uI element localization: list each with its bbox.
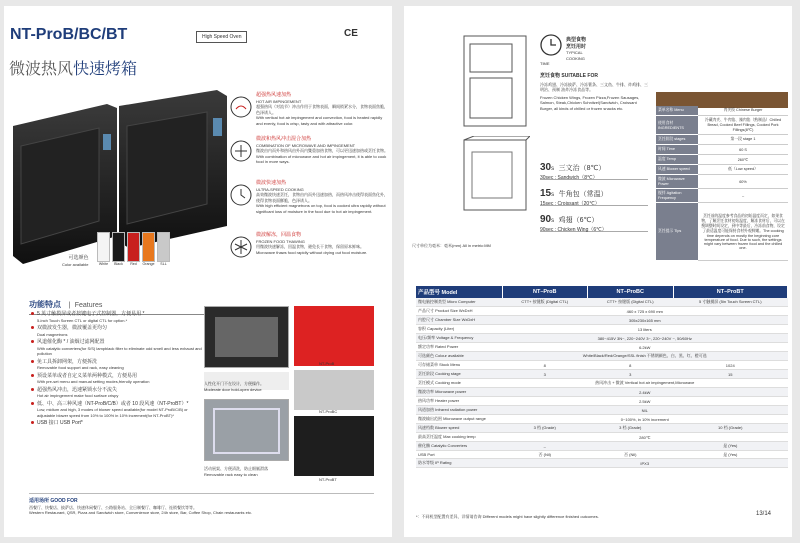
spec-value: 15 xyxy=(673,370,788,379)
menu-row xyxy=(656,106,788,116)
spec-key: 可存储菜单 Stock Menu xyxy=(416,361,502,370)
side-feature-desc-cn: 用微波快速解冻，回温食物，避免长干食物，保留原本鲜味。 xyxy=(256,244,364,249)
feature-cn: 风道催化酶 * / 油烟过滤网配置 xyxy=(37,339,105,345)
side-feature xyxy=(230,92,388,136)
spec-row xyxy=(416,406,788,415)
footnote: *：不同机型配置有差异，详情请咨询 Different models might have slightly difference finished outcomes. xyxy=(416,514,599,519)
menu-row xyxy=(656,189,788,203)
menu-row xyxy=(656,175,788,189)
feature-item xyxy=(31,387,203,399)
spec-key: 烹饪模式 Cooking mode xyxy=(416,379,502,388)
feature-cn: USB 接口 USB Port* xyxy=(37,420,83,426)
spec-key: 风速档数 Blower speed xyxy=(416,424,502,433)
spec-row xyxy=(416,459,788,468)
menu-key: 风速 Blower speed xyxy=(656,165,698,175)
menu-row xyxy=(656,165,788,175)
spec-value: 2.4kW xyxy=(502,388,788,397)
side-feature xyxy=(230,232,388,272)
menu-key: 时间 Time xyxy=(656,145,698,155)
category-label: High Speed Oven xyxy=(196,31,247,43)
model-tag-bc: NT-ProBC xyxy=(319,409,338,414)
spec-key: 微波功率 Microwave power xyxy=(416,388,502,397)
side-feature-desc-en: Microwave thaws food rapidly without drying out food moisture. xyxy=(256,249,368,255)
caption-door-en: Moderate door hold-open device xyxy=(204,386,262,392)
spec-key: 防水等级 IP Rating xyxy=(416,459,502,468)
feature-cn: 免工具拆卸网架，方便拆洗 xyxy=(37,358,98,365)
time-food-cn: 牛角包（常温） xyxy=(558,191,608,198)
spec-value: 305x230x165 mm xyxy=(502,316,788,325)
menu-table xyxy=(656,106,788,261)
feature-en: With pre-set menu and manual setting modes,friendly operation xyxy=(37,379,150,384)
menu-value: 260℃ xyxy=(698,155,788,165)
caption-rack xyxy=(204,466,268,477)
time-food-en: 90sec : Chicken Wing（6℃） xyxy=(540,227,607,233)
spec-value: 8 xyxy=(588,361,674,370)
feature-en: Hot air impingement make food surface crispy xyxy=(37,393,119,398)
spec-value: 3 xyxy=(588,370,674,379)
spec-row xyxy=(416,451,788,459)
spec-value: 3 档 (Grade) xyxy=(588,424,674,433)
usage-cn: 西餐厅、快餐店、披萨店、快速休闲餐厅、公路服务站、全日制餐厅、咖啡厅、连锁餐饮等等。 xyxy=(29,504,197,510)
swatch-label: Black xyxy=(114,262,123,266)
spec-value: 1024 xyxy=(673,361,788,370)
time-number: 30 xyxy=(540,162,552,173)
right-page xyxy=(404,6,792,537)
spec-table xyxy=(416,286,788,468)
spec-value: 8 xyxy=(502,361,588,370)
spec-key: 最高烹饪温度 Max cooking temp xyxy=(416,433,502,442)
cooking-time-item xyxy=(540,206,648,232)
menu-value: 冷藏肉夹、牛肉馅、辣肉馅（熟制品）Chilled Bread, Cooked Beef Fillings, Cooked Pork Fillings(8℃) xyxy=(698,116,788,135)
color-label-cn: 可选颜色 xyxy=(68,255,89,261)
menu-key: 温度 Temp xyxy=(656,155,698,165)
side-feature-en: ULTRA-SPEED COOKING xyxy=(256,186,304,192)
color-label-en: Color available xyxy=(62,261,89,267)
red-oven-photo xyxy=(294,306,374,366)
spec-header-cell: 产品型号 Model xyxy=(416,286,502,298)
feature-cn: 低、中、高三种风速（NT-ProB/C/B）或者 10 段风速（NT-ProBT）* xyxy=(37,400,189,407)
spec-value: 10 档 (Grade) xyxy=(673,424,788,433)
swatch-label: SLL xyxy=(160,262,167,266)
menu-key: 使用食材 INGREDIENTS xyxy=(656,116,698,135)
menu-value: 烹饪前的温度参考食品的初始温度而定，如果食物，了解烹饪食材初始温度，解冻食材后，可以在搜调整时间设定，到中等最后，冷冻前食物，设定了最适温度可能保持食材外观鲜嫩。The cooking time depends on mostly the beginning core temperature of food. Due to such, the settings might vary between frozen food and the chilled one. xyxy=(698,203,788,261)
caption-rack-en: Removable rack easy to clean xyxy=(204,471,258,477)
side-feature-desc-en: With vertical hot air impingement and convection, food is heated rapidly and evenly, food is crisp, tasty and with attractive color. xyxy=(256,115,383,126)
spec-row xyxy=(416,442,788,451)
spec-key: 烹饪阶段 Cooking stage xyxy=(416,370,502,379)
spec-row xyxy=(416,433,788,442)
typical-en: TYPICAL COOKING TIME xyxy=(540,50,585,66)
feature-cn: 预设菜单或者自定义菜单两种模式，方便易用 xyxy=(37,372,138,379)
caption-door-cn: 人性化开门不在设计，方便操作。 xyxy=(204,381,264,386)
menu-key: 搅拌 Agitation Frequency xyxy=(656,189,698,203)
color-swatch xyxy=(142,232,155,266)
cooking-time-item xyxy=(540,154,648,180)
usage-en: Western Restaurant, QSR, Pizza and Sandwich store, Convenience store, 24h store, Bar, Coffee Shop, Chain restaurants etc. xyxy=(29,510,253,515)
spec-row xyxy=(416,352,788,361)
feature-item xyxy=(31,401,203,419)
menu-value: 第一段 stage 1 xyxy=(698,135,788,145)
time-unit: s xyxy=(551,192,555,198)
spec-key: 内腔尺寸 Chamber Size WxDxH xyxy=(416,316,502,325)
feature-item xyxy=(31,339,203,357)
spec-value: 5 寸触摸屏 (5in Touch Screen CTL) xyxy=(673,298,788,307)
feature-cn: 双微波发生器，微波覆盖更均匀 xyxy=(37,325,108,331)
side-feature-desc-en: With high efficient magnetrons on top, food is cooked ultra rapidly without significant loss of moisture in the food due to hot air impingement. xyxy=(256,203,386,214)
spec-value: 0~100%, in 10% increment xyxy=(502,415,788,424)
spec-value: NIL xyxy=(502,406,788,415)
color-swatch xyxy=(157,232,170,266)
feature-item xyxy=(31,325,203,337)
spec-value: 否 (Nil) xyxy=(502,451,588,459)
spec-key: 微波输出范围 Microwave output range xyxy=(416,415,502,424)
color-swatch xyxy=(97,232,110,266)
spec-key: 热风功率 Heater power xyxy=(416,397,502,406)
side-feature-desc-cn: 微波由内而外和热风由外而内雙重加热食物，可以更迅速加热或烹饪食物。 xyxy=(256,148,388,153)
menu-value: 60% xyxy=(698,175,788,189)
spec-header-cell: NT–ProB xyxy=(502,286,588,298)
dimension-note: 尺寸单位为毫米：毫米(mm) All in metric:MM xyxy=(412,243,491,248)
time-food-en: 30sec : Sandwich（8℃） xyxy=(540,175,598,181)
clock-icon xyxy=(540,34,562,56)
swatch-label: Red xyxy=(130,262,137,266)
color-label xyxy=(62,255,88,267)
menu-value: 低（Low speed） xyxy=(698,165,788,175)
spec-value: 是 (Yes) xyxy=(673,442,788,451)
spec-row xyxy=(416,379,788,388)
suitable-cn: 冷冻鸡翅、冷冻披萨、冷冻薯条、三文鱼、牛排、炸鸡排、三明治、预制 油炸冷冻食品等。 xyxy=(540,81,648,92)
model-title: NT-ProB/BC/BT xyxy=(10,26,128,43)
side-feature-list xyxy=(230,92,388,272)
spec-key: 微电脑控制类型 Micro Computer xyxy=(416,298,502,307)
side-feature-desc-en: With combination of microwave and hot air impingement, it is able to cook food in more ways. xyxy=(256,153,387,164)
feature-item xyxy=(31,373,203,385)
caption-door xyxy=(204,381,264,392)
side-feature-cn: 微波和热风冲击混合加热 xyxy=(256,136,312,142)
feature-en: Dual magnetrons xyxy=(37,331,68,337)
time-food-cn: 鸡翅（6℃） xyxy=(558,217,599,224)
menu-key: 微波 Microwave Power xyxy=(656,175,698,189)
spec-value: 热风冲击 + 微波 Vertical hot air impingement,Microwave xyxy=(502,379,788,388)
spec-row xyxy=(416,388,788,397)
side-feature-cn: 微波快速加热 xyxy=(256,180,287,186)
spec-value: 3 xyxy=(502,370,588,379)
spec-row xyxy=(416,424,788,433)
menu-row xyxy=(656,116,788,135)
menu-row xyxy=(656,135,788,145)
spec-row xyxy=(416,307,788,316)
menu-key: 菜单名称 Menu xyxy=(656,106,698,116)
spec-key: USB Port xyxy=(416,451,502,459)
menu-row xyxy=(656,155,788,165)
feature-en: With catalytic converters(for S/S) lampblack filter to eliminate odd smell and less exhaust and pollution xyxy=(37,345,202,356)
side-feature-en: FROZEN FOOD THAWING xyxy=(256,238,305,244)
spec-row xyxy=(416,370,788,379)
product-title-cn: 微波热风快速烤箱 xyxy=(9,61,138,78)
spec-key: 容积 Capacity (Liter) xyxy=(416,325,502,334)
black-oven-photo xyxy=(294,416,374,476)
features-list xyxy=(31,311,203,429)
spec-value: 13 liters xyxy=(502,325,788,334)
spec-header-cell: NT–ProBT xyxy=(673,286,788,298)
spec-value: White/Black/Red/Orange/SSL finish 不锈钢颜色、白、黑、红、橙可选 xyxy=(502,352,788,361)
spec-value: 6.2kW xyxy=(502,343,788,352)
bullet-icon xyxy=(31,360,34,363)
spec-header-row xyxy=(416,286,788,298)
time-food-cn: 三文治（8℃） xyxy=(558,165,606,172)
spec-key: 催化酶 Catalytic Converters xyxy=(416,442,502,451)
oven-side-drawing xyxy=(460,136,530,236)
menu-value: 肉夹馍 Chinese Burger xyxy=(698,106,788,116)
spec-header-cell: NT–ProBC xyxy=(588,286,674,298)
color-swatches xyxy=(97,232,170,266)
menu-row xyxy=(656,145,788,155)
spec-value: 280℃ xyxy=(502,433,788,442)
bullet-icon xyxy=(31,388,34,391)
menu-key: 烹饪提示 Tips xyxy=(656,203,698,261)
speed-clock-icon xyxy=(230,184,252,206)
model-tag-b: NT-ProB xyxy=(319,361,335,366)
feature-item xyxy=(31,420,203,427)
oven-detail-photo-1 xyxy=(204,306,289,368)
side-feature-cn: 微波解冻，回温食物 xyxy=(256,232,302,238)
feature-item xyxy=(31,311,203,323)
cooking-times xyxy=(540,154,648,232)
side-feature xyxy=(230,136,388,180)
page-number: 13/14 xyxy=(756,511,772,517)
side-feature-en: COMBINATION OF MICROWAVE AND IMPINGEMENT xyxy=(256,142,356,148)
oven-front-drawing xyxy=(460,34,530,134)
spec-value: 3 档 (Grade) xyxy=(502,424,588,433)
side-feature xyxy=(230,180,388,232)
features-title-en: Features xyxy=(74,302,103,309)
spec-row xyxy=(416,298,788,307)
menu-value: 60 S xyxy=(698,145,788,155)
features-title-cn: 功能特点 xyxy=(29,300,61,309)
bullet-icon xyxy=(31,421,34,424)
ce-mark: CE xyxy=(344,28,358,39)
hot-air-icon xyxy=(230,96,252,118)
cooking-time-item xyxy=(540,180,648,206)
time-number: 15 xyxy=(540,188,552,199)
menu-value: – xyxy=(698,189,788,203)
caption-rack-cn: 活动展架、方便清洗，防止细腻滑落 xyxy=(204,466,268,471)
spec-value: 2.5kW xyxy=(502,397,788,406)
spec-value: IPX3 xyxy=(502,459,788,468)
rack-photo xyxy=(204,399,289,461)
spec-value: CTT+ 按键版 (Digital CTL) xyxy=(502,298,588,307)
usage-title: 适用场所 GOOD FOR xyxy=(29,498,78,504)
bullet-icon xyxy=(31,326,34,329)
side-feature-desc-cn: 超强热风（对流节）冲击作用于食物表面，瞬间锁紧水分，食物表面焦脆，色泽诱人。 xyxy=(256,104,388,115)
spec-value xyxy=(588,442,674,451)
feature-en: 5-inch Touch Screen CTL or digital CTL for option.* xyxy=(37,317,128,323)
typical-cooking-heading xyxy=(540,34,587,67)
spec-row xyxy=(416,343,788,352)
spec-value: CTT+ 按键版 (Digital CTL) xyxy=(588,298,674,307)
menu-row xyxy=(656,203,788,261)
swatch-label: Orange xyxy=(142,262,155,266)
spec-row xyxy=(416,361,788,370)
snowflake-icon xyxy=(230,236,252,258)
side-feature-desc-cn: 高效微波快速烹饪，食物由内而外迅速加热，而热风冲击使得表面焦化外，使得食物表面酥脆，色泽诱人。 xyxy=(256,192,388,203)
feature-en: Low, midium and high, 3 modes of blower speed available(for model NT-ProB/C/B) or adjustable blower speed from 10% to 100% in 10% increment(for NT-ProBT)* xyxy=(37,407,188,418)
side-feature-cn: 超强热风速加热 xyxy=(256,92,292,98)
suitable-en: Frozen Chicken Wings, Frozen Pizza,Frozen Sausages, Salmon, Steak,Chicken Schnitzel(Sandwich, Croissant Burger, all kinds of chilled or frozen snacks etc. xyxy=(540,94,640,111)
bullet-icon xyxy=(31,402,34,405)
feature-cn: 超强热风冲击，迅速紧锁水分不流失 xyxy=(37,386,118,393)
steel-oven-photo xyxy=(294,370,374,410)
spec-key: 额定功率 Rated Power xyxy=(416,343,502,352)
spec-key: 产品尺寸 Product Size WxDxH xyxy=(416,307,502,316)
spec-row xyxy=(416,397,788,406)
time-food-en: 15sec : Croissant（20℃） xyxy=(540,201,600,207)
bullet-icon xyxy=(31,340,34,343)
spec-row xyxy=(416,415,788,424)
spec-value: – xyxy=(502,442,588,451)
menu-key: 烹饪阶段 stages xyxy=(656,135,698,145)
spec-value: 380~415V 3N~, 220~240V 3~, 220~240V ~, 50/60Hz xyxy=(502,334,788,343)
spec-row xyxy=(416,325,788,334)
color-swatch xyxy=(112,232,125,266)
side-feature-en: HOT AIR IMPINGEMENT xyxy=(256,98,302,104)
feature-cn: 5 英寸触摸屏或者按键电子式控制器，方便易用 * xyxy=(37,311,145,317)
color-swatch xyxy=(127,232,140,266)
combination-icon xyxy=(230,140,252,162)
spec-row xyxy=(416,334,788,343)
time-unit: s xyxy=(551,166,555,172)
bullet-icon xyxy=(31,312,34,315)
spec-value: 460 x 725 x 690 mm xyxy=(502,307,788,316)
spec-value: 否 (Nil) xyxy=(588,451,674,459)
features-heading: 功能特点 | Features xyxy=(29,294,229,315)
bullet-icon xyxy=(31,374,34,377)
feature-item xyxy=(31,359,203,371)
usage-section xyxy=(29,493,374,516)
typical-cn: 典型食物烹饪用时 xyxy=(566,37,587,50)
model-tag-bt: NT-ProBT xyxy=(319,477,337,482)
spec-key: 风道加热 Infrared radiation power xyxy=(416,406,502,415)
swatch-label: White xyxy=(98,262,109,266)
spec-value: 是 (Yes) xyxy=(673,451,788,459)
suitable-title: 烹饪食物 SUITABLE FOR xyxy=(540,73,598,79)
spec-key: 电压/频率 Voltage & Frequency xyxy=(416,334,502,343)
spec-key: 可选颜色 Colour available xyxy=(416,352,502,361)
time-number: 90 xyxy=(540,214,552,225)
time-unit: s xyxy=(551,218,555,224)
spec-row xyxy=(416,316,788,325)
left-page xyxy=(4,6,392,537)
feature-en: Removable food support and rack, easy cleaning xyxy=(37,365,124,370)
suitable-section xyxy=(540,73,648,111)
